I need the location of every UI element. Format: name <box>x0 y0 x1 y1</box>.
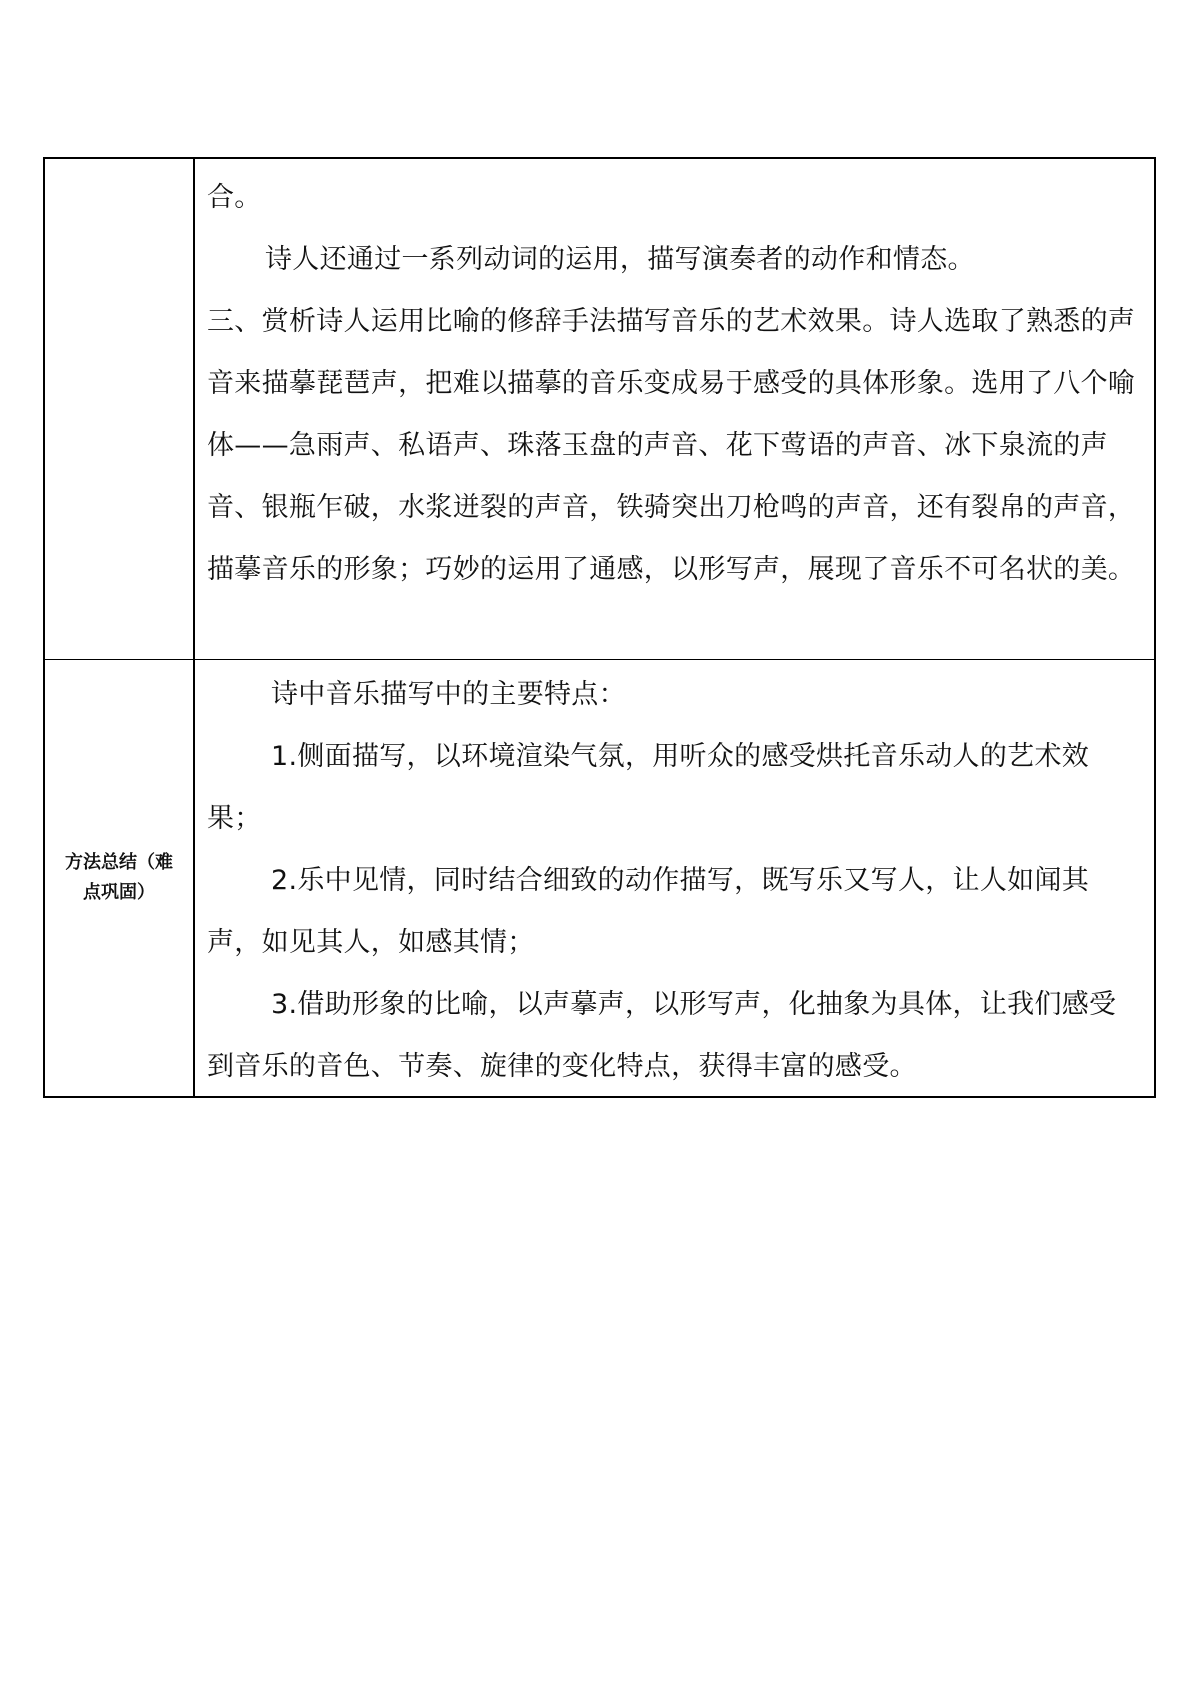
content-paragraph: 1.侧面描写，以环境渲染气氛，用听众的感受烘托音乐动人的艺术效果； <box>207 741 1090 834</box>
content-paragraph: 2.乐中见情，同时结合细致的动作描写，既写乐又写人，让人如闻其声，如见其人，如感其情； <box>207 865 1090 958</box>
table-row <box>44 158 1155 660</box>
row-label-cell <box>44 660 194 1098</box>
row-label <box>65 848 173 908</box>
lesson-table <box>43 157 1156 1098</box>
row-label-cell <box>44 158 194 660</box>
row-label-line: 方法总结（难 <box>65 852 173 873</box>
content-paragraph: 合。 <box>207 182 262 213</box>
row-label-line: 点巩固） <box>83 882 155 903</box>
content-paragraph: 诗中音乐描写中的主要特点： <box>271 679 626 710</box>
row-content-cell <box>194 158 1155 660</box>
table-row <box>44 660 1155 1098</box>
content-paragraph: 诗人还通过一系列动词的运用，描写演奏者的动作和情态。 <box>265 244 975 275</box>
content-paragraph: 三、赏析诗人运用比喻的修辞手法描写音乐的艺术效果。诗人选取了熟悉的声音来描摹琵琶声，把难以描摹的音乐变成易于感受的具体形象。选用了八个喻体——急雨声、私语声、珠落玉盘的声音、花下莺语的声音、冰下泉流的声音、银瓶乍破，水浆迸裂的声音，铁骑突出刀枪鸣的声音，还有裂帛的声音，描摹音乐的形象；巧妙的运用了通感，以形写声，展现了音乐不可名状的美。 <box>207 306 1136 585</box>
content-paragraph: 3.借助形象的比喻，以声摹声，以形写声，化抽象为具体，让我们感受到音乐的音色、节奏、旋律的变化特点，获得丰富的感受。 <box>207 989 1117 1082</box>
row-content-cell <box>194 660 1155 1098</box>
